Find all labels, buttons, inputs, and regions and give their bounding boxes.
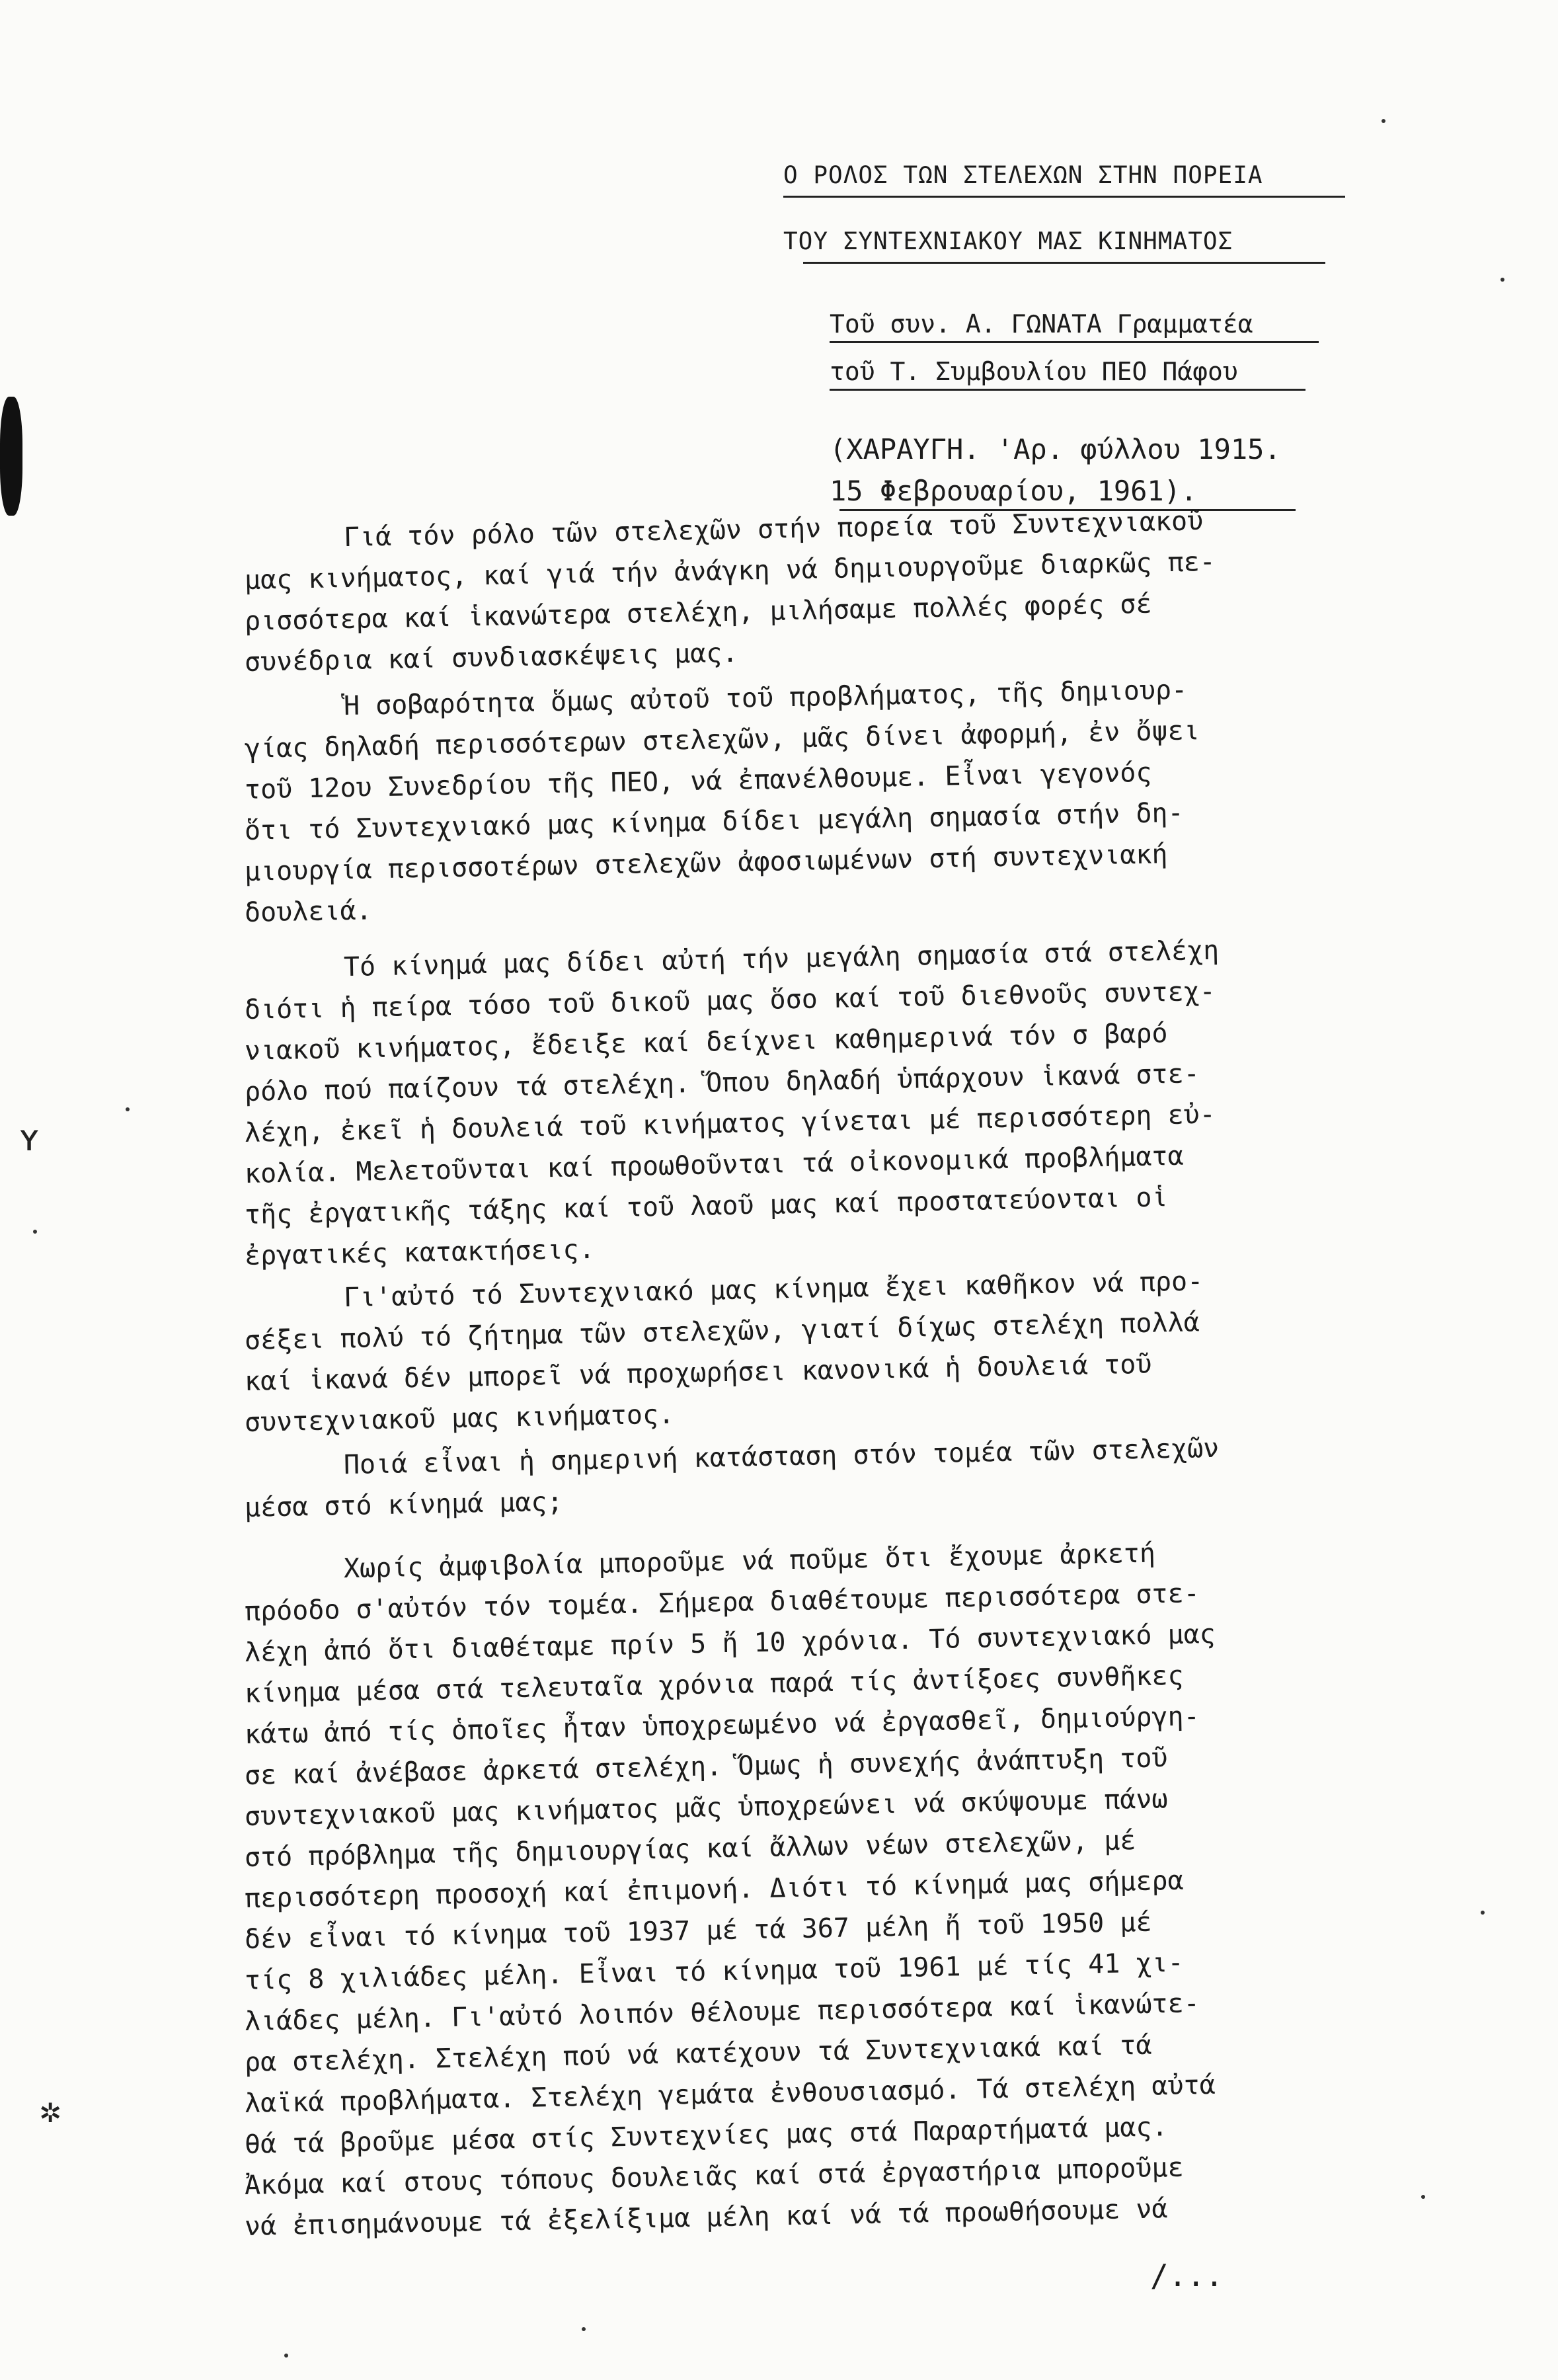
text-line: κίνημα μέσα στά τελευταῖα χρόνια παρά τίς ἀντίξοες συνθῆκες [244,1660,1185,1709]
text-line: μέσα στό κίνημά μας; [244,1486,563,1523]
text-line: διότι ἡ πείρα τόσο τοῦ δικοῦ μας ὅσο καί τοῦ διεθνοῦς συντεχ- [244,976,1216,1025]
text-line: λαϊκά προβλήματα. Στελέχη γεμάτα ἐνθουσιασμό. Τά στελέχη αὐτά [244,2069,1216,2119]
text-line: ὅτι τό Συντεχνιακό μας κίνημα δίδει μεγάλη σημασία στήν δη- [244,797,1185,846]
text-line: Γι'αὐτό τό Συντεχνιακό μας κίνημα ἔχει καθῆκον νά προ- [343,1266,1204,1314]
paragraph [244,935,1368,1277]
paragraph [244,674,1368,933]
scan-speck [1500,278,1504,282]
scan-speck [33,1230,37,1234]
margin-mark: ✲ [40,2089,61,2131]
scan-speck [1421,2195,1425,2199]
author-line-1: Τοῦ συν. Α. ΓΩΝΑΤΑ Γραμματέα [830,309,1253,338]
author-line-2: τοῦ Τ. Συμβουλίου ΠΕΟ Πάφου [830,357,1238,386]
text-line: Χωρίς ἀμφιβολία μποροῦμε νά ποῦμε ὅτι ἔχουμε ἀρκετή [343,1538,1156,1585]
title-underline [783,196,1345,198]
text-line: καί ἱκανά δέν μπορεῖ νά προχωρήσει κανονικά ἡ δουλειά τοῦ [244,1349,1152,1397]
text-line: σέξει πολύ τό ζήτημα τῶν στελεχῶν, γιατί δίχως στελέχη πολλά [244,1307,1200,1356]
text-line: Γιά τόν ρόλο τῶν στελεχῶν στήν πορεία τοῦ Συντεχνιακοῦ [343,506,1204,553]
text-line: συνέδρια καί συνδιασκέψεις μας. [244,637,738,678]
scan-ink-blot [0,397,22,516]
source-line-1: (ΧΑΡΑΥΓΗ. 'Αρ. φύλλου 1915. [830,433,1281,465]
text-line: Ἀκόμα καί στους τόπους δουλειᾶς καί στά ἐργαστήρια μποροῦμε [244,2152,1185,2201]
text-line: ἐργατικές κατακτήσεις. [244,1234,596,1271]
text-line: ρόλο πού παίζουν τά στελέχη. Ὅπου δηλαδή ὑπάρχουν ἱκανά στε- [244,1058,1200,1107]
text-line: περισσότερη προσοχή καί ἐπιμονή. Διότι τό κίνημά μας σήμερα [244,1865,1185,1914]
author-underline [830,389,1305,391]
text-line: ρισσότερα καί ἱκανώτερα στελέχη, μιλήσαμε πολλές φορές σέ [244,588,1152,637]
text-line: μας κινήματος, καί γιά τήν ἀνάγκη νά δημιουργοῦμε διαρκῶς πε- [244,546,1216,596]
scan-speck [284,2354,288,2358]
paragraph [244,506,1368,683]
paragraph [244,1266,1368,1443]
text-line: λέχη, ἐκεῖ ἡ δουλειά τοῦ κινήματος γίνεται μέ περισσότερη εὐ- [244,1099,1216,1148]
text-line: γίας δηλαδή περισσότερων στελεχῶν, μᾶς δίνει ἀφορμή, ἐν ὄψει [244,715,1200,764]
text-line: πρόοδο σ'αὐτόν τόν τομέα. Σήμερα διαθέτουμε περισσότερα στε- [244,1578,1200,1627]
scan-speck [1481,1911,1485,1915]
text-line: τῆς ἐργατικῆς τάξης καί τοῦ λαοῦ μας καί προστατεύονται οἱ [244,1182,1168,1230]
text-line: Ἡ σοβαρότητα ὅμως αὐτοῦ τοῦ προβλήματος, τῆς δημιουρ- [343,674,1188,722]
text-line: τοῦ 12ου Συνεδρίου τῆς ΠΕΟ, νά ἐπανέλθουμε. Εἶναι γεγονός [244,757,1152,805]
text-line: κολία. Μελετοῦνται καί προωθοῦνται τά οἰκονομικά προβλήματα [244,1140,1185,1189]
scan-speck [126,1107,130,1111]
document-title-line-1: Ο ΡΟΛΟΣ ΤΩΝ ΣΤΕΛΕΧΩΝ ΣΤΗΝ ΠΟΡΕΙΑ [783,162,1263,189]
text-line: λιάδες μέλη. Γι'αὐτό λοιπόν θέλουμε περισσότερα καί ἱκανώτε- [244,1988,1200,2037]
text-line: δουλειά. [244,895,373,928]
scan-speck [582,2327,586,2331]
text-line: λέχη ἀπό ὅτι διαθέταμε πρίν 5 ἤ 10 χρόνια. Τό συντεχνιακό μας [244,1618,1216,1668]
title-underline [803,262,1325,264]
scan-speck [1382,119,1385,123]
text-line: σε καί ἀνέβασε ἀρκετά στελέχη. Ὅμως ἡ συνεχής ἀνάπτυξη τοῦ [244,1743,1168,1791]
text-line: κάτω ἀπό τίς ὁποῖες ἦταν ὑποχρεωμένο νά ἐργασθεῖ, δημιούργη- [244,1701,1200,1750]
text-line: θά τά βροῦμε μέσα στίς Συντεχνίες μας στά Παραρτήματά μας. [244,2112,1168,2160]
text-line: συντεχνιακοῦ μας κινήματος μᾶς ὑποχρεώνει νά σκύψουμε πάνω [244,1784,1168,1832]
continuation-mark: /... [1150,2258,1224,2293]
document-title-line-2: ΤΟΥ ΣΥΝΤΕΧΝΙΑΚΟΥ ΜΑΣ ΚΙΝΗΜΑΤΟΣ [783,228,1233,255]
text-line: δέν εἶναι τό κίνημα τοῦ 1937 μέ τά 367 μέλη ἤ τοῦ 1950 μέ [244,1907,1152,1955]
text-line: νιακοῦ κινήματος, ἔδειξε καί δείχνει καθημερινά τόν σ βαρό [244,1018,1168,1066]
source-line-2: 15 Φεβρουαρίου, 1961). [830,475,1198,507]
text-line: Τό κίνημά μας δίδει αὐτή τήν μεγάλη σημασία στά στελέχη [343,935,1220,983]
margin-mark: ʏ [19,1117,40,1159]
text-line: τίς 8 χιλιάδες μέλη. Εἶναι τό κίνημα τοῦ 1961 μέ τίς 41 χι- [244,1947,1185,1996]
text-line: Ποιά εἶναι ἡ σημερινή κατάσταση στόν τομέα τῶν στελεχῶν [343,1433,1220,1481]
text-line: νά ἐπισημάνουμε τά ἐξελίξιμα μέλη καί νά τά προωθήσουμε νά [244,2194,1168,2242]
author-underline [830,341,1319,343]
text-line: στό πρόβλημα τῆς δημιουργίας καί ἄλλων νέων στελεχῶν, μέ [244,1825,1136,1873]
paragraph [244,1538,1368,2247]
text-line: ρα στελέχη. Στελέχη πού νά κατέχουν τά Συντεχνιακά καί τά [244,2030,1152,2078]
text-line: συντεχνιακοῦ μας κινήματος. [244,1399,675,1438]
paragraph [244,1433,1368,1528]
text-line: μιουργία περισσοτέρων στελεχῶν ἀφοσιωμένων στή συντεχνιακή [244,839,1168,887]
